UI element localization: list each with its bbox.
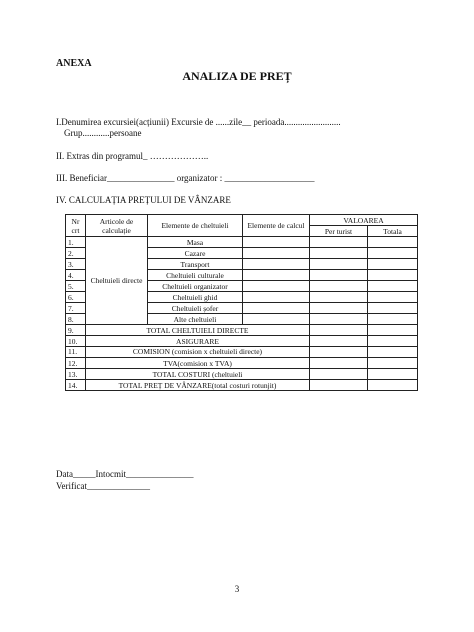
cell-totala — [368, 369, 418, 380]
section-1-line-2: Grup............persoane — [64, 128, 142, 138]
header-articole: Articole de calculație — [86, 215, 148, 237]
row-element: Cheltuieli organizator — [148, 281, 243, 292]
row-nr: 11. — [66, 347, 86, 358]
cell-per-turist — [310, 336, 368, 347]
row-nr: 13. — [66, 369, 86, 380]
cell-per-turist — [310, 292, 368, 303]
row-nr: 4. — [66, 270, 86, 281]
table-header-row — [66, 215, 418, 226]
cell-calcul — [243, 259, 310, 270]
header-valoarea: VALOAREA — [310, 215, 418, 226]
row-nr: 10. — [66, 336, 86, 347]
row-summary-label: ASIGURARE — [86, 336, 310, 347]
table-row — [66, 369, 418, 380]
cell-per-turist — [310, 248, 368, 259]
table-row — [66, 358, 418, 369]
cell-totala — [368, 380, 418, 391]
cell-per-turist — [310, 325, 368, 336]
table-row — [66, 325, 418, 336]
row-summary-label: COMISION (comision x cheltuieli directe) — [86, 347, 310, 358]
table-row — [66, 336, 418, 347]
cell-totala — [368, 270, 418, 281]
row-element: Cheltuieli șofer — [148, 303, 243, 314]
cell-calcul — [243, 292, 310, 303]
cell-per-turist — [310, 380, 368, 391]
row-nr: 12. — [66, 358, 86, 369]
row-summary-label: TOTAL PREȚ DE VÂNZARE(total costuri rotunjit) — [86, 380, 310, 391]
row-element: Cazare — [148, 248, 243, 259]
cell-per-turist — [310, 281, 368, 292]
cell-per-turist — [310, 369, 368, 380]
cell-totala — [368, 325, 418, 336]
cell-calcul — [243, 314, 310, 325]
row-nr: 7. — [66, 303, 86, 314]
cell-calcul — [243, 303, 310, 314]
header-totala: Totala — [368, 226, 418, 237]
section-3: III. Beneficiar_______________ organizator : ____________________ — [56, 173, 315, 183]
row-element: Cheltuieli ghid — [148, 292, 243, 303]
annex-label: ANEXA — [56, 58, 92, 69]
cell-totala — [368, 292, 418, 303]
row-nr: 14. — [66, 380, 86, 391]
cell-per-turist — [310, 270, 368, 281]
cell-per-turist — [310, 259, 368, 270]
row-nr: 6. — [66, 292, 86, 303]
cell-per-turist — [310, 237, 368, 248]
header-elemente-cheltuieli: Elemente de cheltuieli — [148, 215, 243, 237]
cell-totala — [368, 237, 418, 248]
table-row — [66, 237, 418, 248]
cell-calcul — [243, 281, 310, 292]
header-per-turist: Per turist — [310, 226, 368, 237]
cell-per-turist — [310, 303, 368, 314]
cell-calcul — [243, 237, 310, 248]
row-nr: 2. — [66, 248, 86, 259]
cell-totala — [368, 259, 418, 270]
row-summary-label: TOTAL CHELTUIELI DIRECTE — [86, 325, 310, 336]
header-elemente-calcul: Elemente de calcul — [243, 215, 310, 237]
row-nr: 5. — [66, 281, 86, 292]
cell-per-turist — [310, 358, 368, 369]
row-nr: 3. — [66, 259, 86, 270]
group-cheltuieli-directe: Cheltuieli directe — [86, 237, 148, 325]
cell-totala — [368, 336, 418, 347]
cell-calcul — [243, 270, 310, 281]
row-element: Transport — [148, 259, 243, 270]
price-calculation-table — [65, 214, 418, 391]
cell-totala — [368, 303, 418, 314]
cell-totala — [368, 358, 418, 369]
cell-calcul — [243, 248, 310, 259]
page-number: 3 — [234, 584, 240, 594]
row-element: Alte cheltuieli — [148, 314, 243, 325]
cell-per-turist — [310, 347, 368, 358]
cell-per-turist — [310, 314, 368, 325]
header-nr-crt: Nr crt — [66, 215, 86, 237]
row-element: Masa — [148, 237, 243, 248]
row-nr: 1. — [66, 237, 86, 248]
cell-totala — [368, 314, 418, 325]
row-element: Cheltuieli culturale — [148, 270, 243, 281]
cell-totala — [368, 248, 418, 259]
row-summary-label: TOTAL COSTURI (cheltuieli — [86, 369, 310, 380]
section-1-line-1: I.Denumirea excursiei(acțiunii) Excursie de ......zile__ perioada......................... — [56, 117, 341, 127]
table-row — [66, 347, 418, 358]
cell-totala — [368, 281, 418, 292]
footer-date-prepared: Data_____Intocmit_______________ — [56, 469, 194, 479]
footer-verified: Verificat______________ — [56, 481, 150, 491]
page-title: ANALIZA DE PREȚ — [182, 69, 292, 83]
table-row — [66, 380, 418, 391]
section-2: II. Extras din programul_ ……………….. — [56, 151, 209, 161]
row-nr: 8. — [66, 314, 86, 325]
section-4-heading: IV. CALCULAȚIA PREȚULUI DE VÂNZARE — [56, 195, 231, 205]
cell-totala — [368, 347, 418, 358]
row-summary-label: TVA(comision x TVA) — [86, 358, 310, 369]
row-nr: 9. — [66, 325, 86, 336]
